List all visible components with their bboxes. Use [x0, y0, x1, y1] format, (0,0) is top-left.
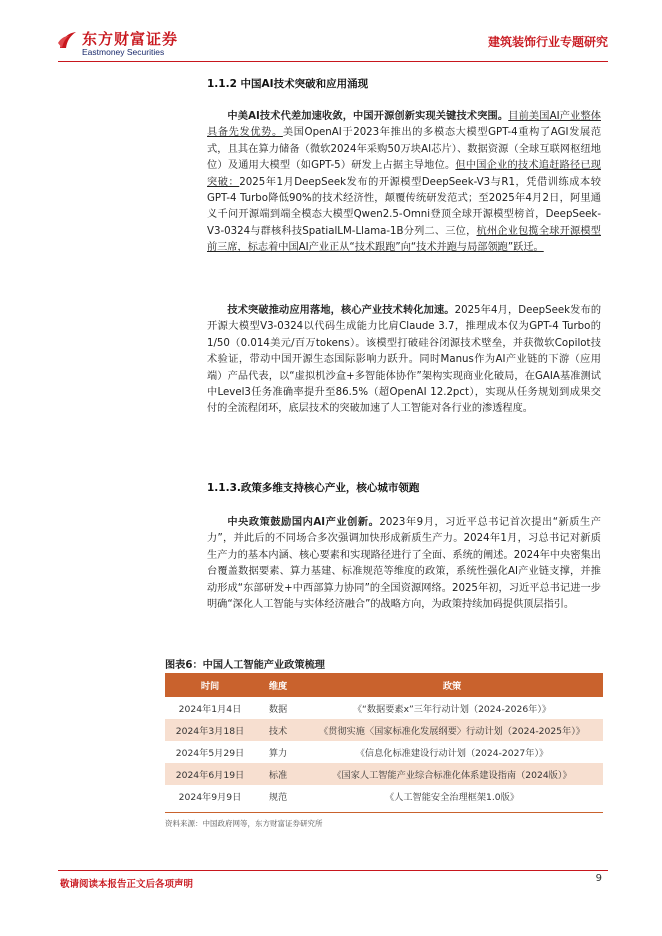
paragraph-ai-gap: [207, 109, 601, 257]
paragraph-lead: 中美AI技术代差加速收敛，中国开源创新实现关键技术突围。: [227, 111, 509, 122]
header-divider: [58, 61, 608, 62]
cell-date: 2024年6月19日: [165, 763, 255, 785]
column-header-date: 时间: [165, 673, 255, 697]
table-row: [165, 697, 603, 719]
column-header-dimension: 维度: [255, 673, 301, 697]
table-bottom-rule: [165, 812, 603, 813]
paragraph-text: 2025年4月，DeepSeek发布的开源大模型V3-0324以代码生成能力比肩Claude 3.7，推理成本仅为GPT-4 Turbo的1/50（0.014美元/百万tokens）。该模型打破硅谷闭源技术壁垒，并获微软Copilot技术验证，带动中国开源生态国际影响力跃升。同时Manus作为AI产业链的下游（应用端）产品代表，以“虚拟机沙盒+多智能体协作”架构实现商业化破局，在GAIA基准测试中Level3任务准确率提升至86.5%（超OpenAI 12.2pct），实现从任务规划到成果交付的全流程闭环，底层技术的突破加速了人工智能对各行业的渗透程度。: [207, 305, 602, 415]
cell-policy: 《人工智能安全治理框架1.0版》: [384, 792, 520, 803]
figure-source: 资料来源：中国政府网等，东方财富证券研究所: [165, 819, 323, 828]
paragraph-lead: 中央政策鼓励国内AI产业创新。: [227, 517, 380, 528]
underlined-text: 目前美国AI产业整体具备先发优势。: [207, 111, 601, 139]
footer-divider: [58, 870, 608, 871]
disclaimer-link[interactable]: 敬请阅读本报告正文后各项声明: [60, 879, 194, 890]
underlined-text: 但中国企业的技术追赶路径已现突破：: [207, 160, 601, 188]
cell-date: 2024年1月4日: [178, 704, 242, 715]
section-heading: 1.1.3.政策多维支持核心产业，核心城市领跑: [207, 482, 420, 494]
logo-english-name: Eastmoney Securities: [82, 47, 165, 57]
cell-dimension: 技术: [255, 719, 301, 741]
page-number: 9: [595, 873, 602, 884]
cell-date: 2024年5月29日: [175, 748, 245, 759]
section-heading: 1.1.2 中国AI技术突破和应用涌现: [207, 78, 369, 90]
cell-policy: 《信息化标准建设行动计划（2024-2027年）》: [355, 748, 549, 759]
cell-date: 2024年9月9日: [178, 792, 242, 803]
cell-dimension: 标准: [255, 763, 301, 785]
section-1-1-2: [207, 76, 601, 91]
column-header-policy: 政策: [301, 673, 603, 697]
page-header: [0, 0, 662, 62]
table-row: [165, 741, 603, 763]
cell-date: 2024年3月18日: [165, 719, 255, 741]
cell-policy: 《国家人工智能产业综合标准化体系建设指南（2024版）》: [301, 763, 603, 785]
table-header-row: [165, 673, 603, 697]
section-1-1-3: [207, 480, 601, 495]
table-row: [165, 785, 603, 807]
underlined-text: 杭州企业包揽全球开源模型前三席，标志着中国AI产业正从“技术跟跑”向“技术并跑与局部领跑”跃迁。: [207, 225, 601, 254]
paragraph-tech-application: [207, 303, 601, 418]
figure-title: 图表6：中国人工智能产业政策梳理: [165, 660, 325, 671]
cell-policy: 《“数据要素x”三年行动计划（2024-2026年）》: [352, 704, 552, 715]
paragraph-text: 2025年1月DeepSeek发布的开源模型DeepSeek-V3与R1，凭借训练成本较GPT-4 Turbo降低90%的技术经济性，颠覆传统研发范式；至2025年4月2日，阿里通义千问开源端到端全模态大模型Qwen2.5-Omni登顶全球开源模型榜首，DeepSeek-V3-0324与群核科技SpatialLM-Llama-1B分列二、三位，: [207, 176, 601, 237]
paragraph-text: 美国OpenAI于2023年推出的多模态大模型GPT-4重构了AGI发展范式，且其在算力储备（微软2024年采购50万块AI芯片）、数据资源（全球互联网枢纽地位）及通用大模型（如GPT-5）研发上占据主导地位。: [207, 127, 602, 172]
cell-dimension: 规范: [268, 792, 288, 803]
cell-policy: 《贯彻实施〈国家标准化发展纲要〉行动计划（2024-2025年）》: [301, 719, 603, 741]
paragraph-central-policy: [207, 515, 601, 613]
report-type: 建筑装饰行业专题研究: [487, 35, 608, 49]
table-row: [165, 763, 603, 785]
policy-table: [165, 673, 603, 807]
paragraph-lead: 技术突破推动应用落地，核心产业技术转化加速。: [227, 305, 455, 316]
eastmoney-logo-icon: [56, 30, 78, 52]
cell-dimension: 数据: [268, 704, 288, 715]
table-row: [165, 719, 603, 741]
paragraph-text: 2023年9月，习近平总书记首次提出“新质生产力”，并此后的不同场合多次强调加快形成新质生产力。2024年1月，习总书记对新质生产力的基本内涵、核心要素和实现路径进行了全面、系统的阐述。2024年中央密集出台覆盖数据要素、算力基建、标准规范等维度的政策，系统性强化AI产业链支撑，并推动形成“东部研发+中西部算力协同”的全国资源网络。2025年初，习近平总书记进一步明确“深化人工智能与实体经济融合”的战略方向，为政策持续加码提供顶层指引。: [207, 517, 601, 611]
logo-chinese-name: 东方财富证券: [82, 30, 179, 48]
cell-dimension: 算力: [268, 748, 288, 759]
